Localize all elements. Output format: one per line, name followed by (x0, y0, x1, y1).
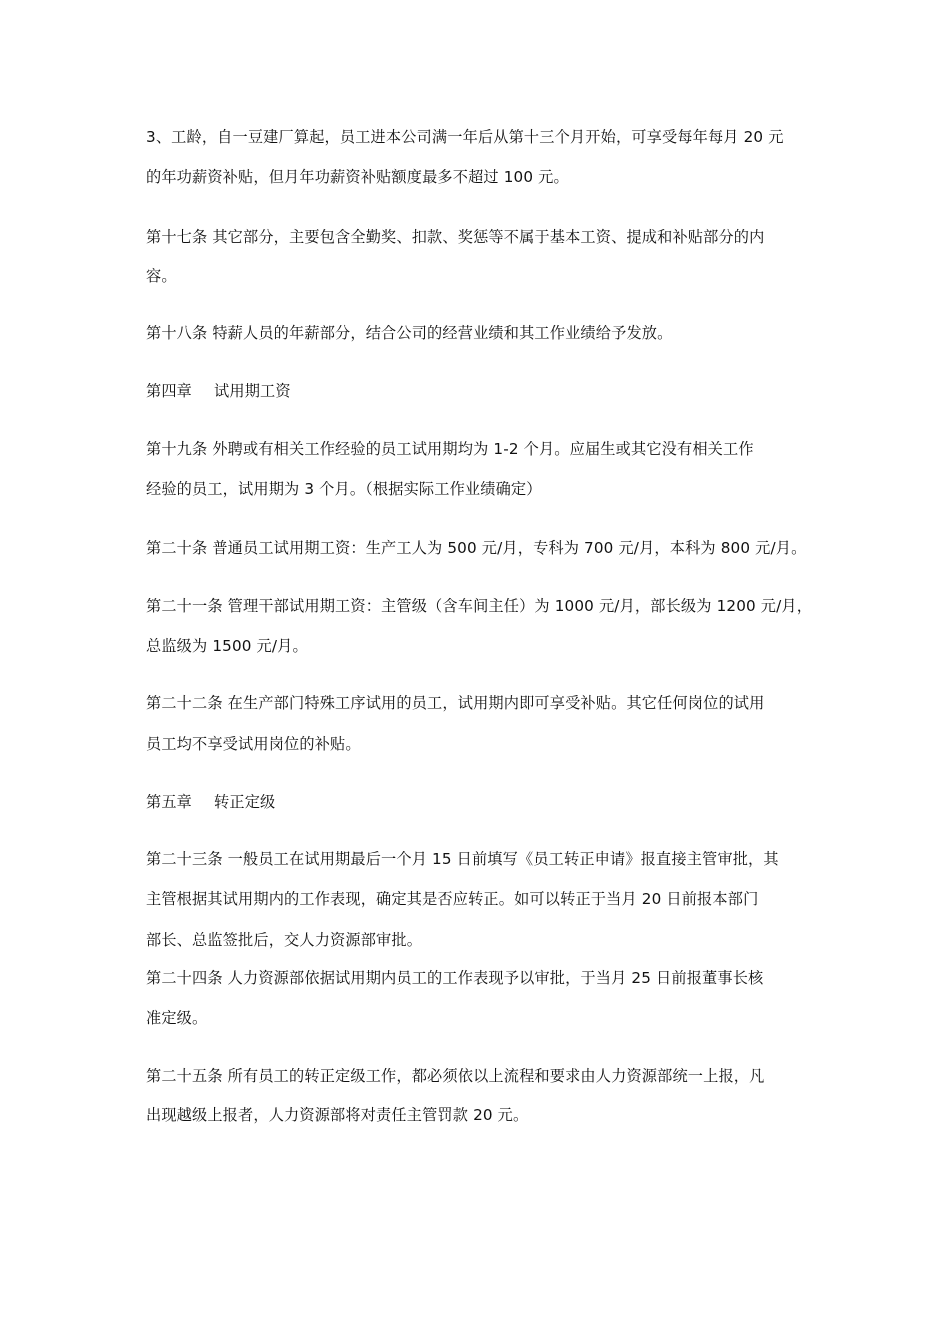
text-line: 第二十一条 管理干部试用期工资：主管级（含车间主任）为 1000 元/月，部长级为 1200 元/月， (146, 597, 813, 615)
text-line: 容。 (146, 267, 177, 285)
text-line: 部长、总监签批后，交人力资源部审批。 (146, 931, 423, 949)
text-line: 总监级为 1500 元/月。 (146, 637, 308, 655)
text-line: 第十八条 特薪人员的年薪部分，结合公司的经营业绩和其工作业绩给予发放。 (146, 324, 673, 342)
chapter-heading (146, 791, 275, 813)
text-line: 的年功薪资补贴，但月年功薪资补贴额度最多不超过 100 元。 (146, 168, 569, 186)
chapter-number: 第五章 (146, 793, 193, 811)
text-line: 主管根据其试用期内的工作表现，确定其是否应转正。如可以转正于当月 20 日前报本部门 (146, 890, 759, 908)
text-line: 第十七条 其它部分，主要包含全勤奖、扣款、奖惩等不属于基本工资、提成和补贴部分的内 (146, 228, 765, 246)
chapter-number: 第四章 (146, 382, 193, 400)
text-line: 第十九条 外聘或有相关工作经验的员工试用期均为 1-2 个月。应届生或其它没有相关工作 (146, 440, 754, 458)
text-line: 出现越级上报者，人力资源部将对责任主管罚款 20 元。 (146, 1106, 529, 1124)
chapter-title: 试用期工资 (214, 382, 291, 400)
chapter-heading (146, 380, 291, 402)
text-line: 第二十二条 在生产部门特殊工序试用的员工，试用期内即可享受补贴。其它任何岗位的试用 (146, 694, 765, 712)
text-line: 准定级。 (146, 1009, 208, 1027)
text-line: 员工均不享受试用岗位的补贴。 (146, 735, 361, 753)
chapter-title: 转正定级 (214, 793, 276, 811)
text-line: 第二十五条 所有员工的转正定级工作，都必须依以上流程和要求由人力资源部统一上报，凡 (146, 1067, 765, 1085)
text-line: 经验的员工，试用期为 3 个月。（根据实际工作业绩确定） (146, 480, 542, 498)
text-line: 第二十三条 一般员工在试用期最后一个月 15 日前填写《员工转正申请》报直接主管审批，其 (146, 850, 779, 868)
text-line: 第二十四条 人力资源部依据试用期内员工的工作表现予以审批，于当月 25 日前报董事长核 (146, 969, 764, 987)
text-line: 第二十条 普通员工试用期工资：生产工人为 500 元/月，专科为 700 元/月，本科为 800 元/月。 (146, 539, 807, 557)
text-line: 3、工龄，自一豆建厂算起，员工进本公司满一年后从第十三个月开始，可享受每年每月 20 元 (146, 128, 784, 146)
